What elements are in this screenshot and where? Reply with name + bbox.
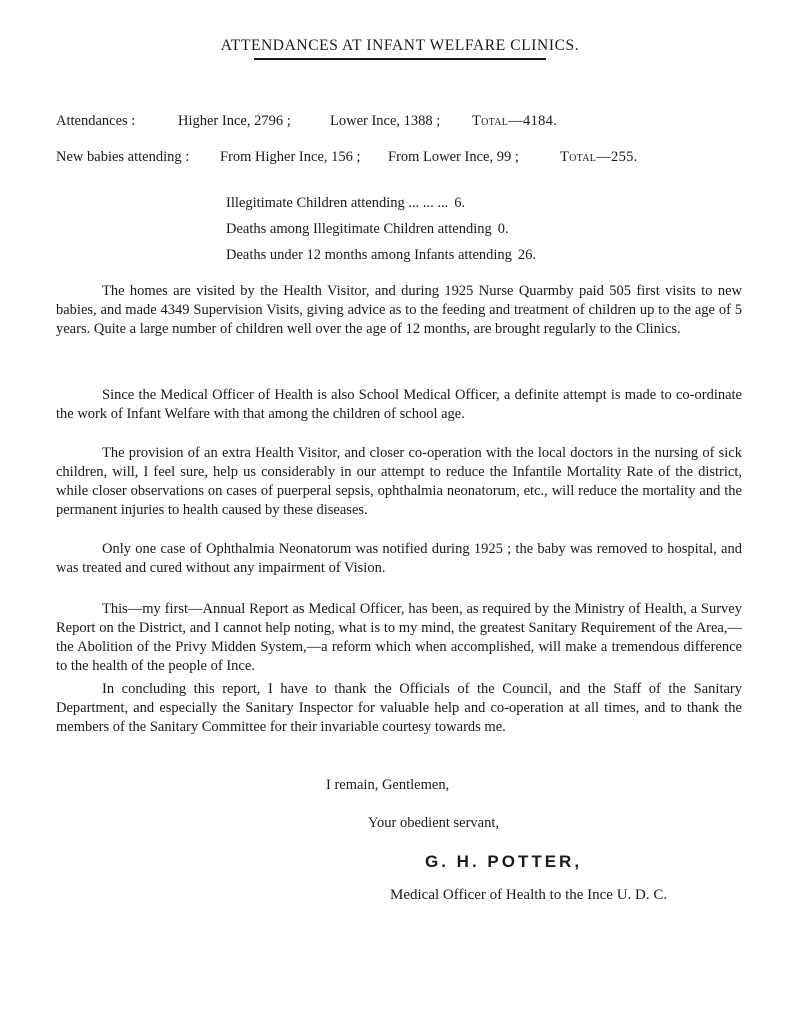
signature-title: Medical Officer of Health to the Ince U. D. C. — [390, 887, 668, 903]
stat-value: 6. — [454, 195, 466, 211]
closing-remain: I remain, Gentlemen, — [326, 777, 450, 793]
attendances-label: Attendances : — [56, 113, 136, 129]
stat-value: 0. — [497, 221, 509, 237]
new-babies-total: Total—255. — [560, 149, 638, 165]
new-babies-higher: From Higher Ince, 156 ; — [220, 149, 361, 165]
stat-label: Deaths under 12 months among Infants attending — [226, 247, 512, 263]
closing-servant: Your obedient servant, — [368, 815, 500, 831]
new-babies-lower: From Lower Ince, 99 ; — [388, 149, 519, 165]
stat-value: 26. — [517, 247, 537, 263]
signature-name: G. H. POTTER, — [425, 852, 583, 871]
paragraph-school-medical: Since the Medical Officer of Health is also School Medical Officer, a definite attempt is made to co-ordinate the work of Infant Welfare with that among the children of school age. — [56, 387, 742, 422]
paragraph-health-visitor: The homes are visited by the Health Visitor, and during 1925 Nurse Quarmby paid 505 first visits to new babies, and made 4349 Supervision Visits, giving advice as to the feeding and treatment of children up to the age of 5 years. Quite a large number of children well over the age of 12 months, are brought regularly to the Clinics. — [56, 283, 742, 337]
paragraph-annual-report: This—my first—Annual Report as Medical Officer, has been, as required by the Ministry of Health, a Survey Report on the District, and I cannot help noting, what is to my mind, the greatest Sanitary Requirement of the Area,—the Abolition of the Privy Midden System,—a reform which when accomplished, will make a tremendous difference to the health of the people of Ince. — [56, 601, 742, 674]
attendances-total: Total—4184. — [472, 113, 558, 129]
stat-label: Deaths among Illegitimate Children attending — [226, 221, 492, 237]
stat-illegitimate-deaths — [226, 220, 509, 239]
page-heading: ATTENDANCES AT INFANT WELFARE CLINICS. — [220, 37, 580, 54]
attendances-higher: Higher Ince, 2796 ; — [178, 113, 291, 129]
stat-infant-deaths — [226, 246, 536, 265]
paragraph-concluding: In concluding this report, I have to thank the Officials of the Council, and the Staff of the Sanitary Department, and especially the Sanitary Inspector for valuable help and co-operation at all times, and to thank the members of the Sanitary Committee for their invariable courtesy towards me. — [56, 681, 742, 735]
stat-label: Illegitimate Children attending ... ... ... — [226, 195, 449, 211]
paragraph-ophthalmia: Only one case of Ophthalmia Neonatorum was notified during 1925 ; the baby was removed to hospital, and was treated and cured without any impairment of Vision. — [56, 541, 742, 576]
heading-underline — [254, 58, 546, 60]
new-babies-label: New babies attending : — [56, 149, 190, 165]
paragraph-provision: The provision of an extra Health Visitor, and closer co-operation with the local doctors in the nursing of sick children, will, I feel sure, help us considerably in our attempt to reduce the Infantile Mortality Rate of the district, while closer observations on cases of puerperal sepsis, ophthalmia neonatorum, etc., will reduce the mortality and the permanent injuries to health caused by these diseases. — [56, 445, 742, 518]
attendances-lower: Lower Ince, 1388 ; — [330, 113, 441, 129]
stat-illegitimate-attending — [226, 194, 465, 213]
